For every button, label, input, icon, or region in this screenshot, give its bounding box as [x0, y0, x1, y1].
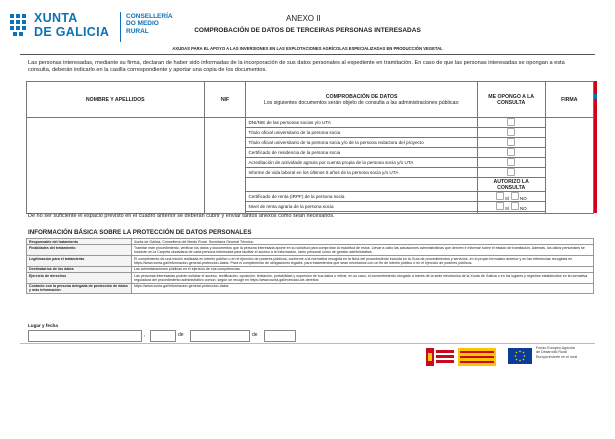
oppose-checkbox[interactable] — [507, 128, 515, 136]
eu-flag-icon — [508, 348, 532, 364]
oppose-checkbox[interactable] — [507, 158, 515, 166]
doc-item: Certificado de renta (IRPF) de la persona socia — [246, 192, 477, 202]
xunta-logo — [8, 8, 178, 44]
gobierno-espana-logo — [426, 348, 496, 366]
xunta-crest-icon — [8, 10, 34, 42]
oppose-checkbox[interactable] — [507, 138, 515, 146]
note-text: De no ser suficiente el espacio previsto en el cuadro anterior se deberán cubrir y enviar tantos anexos como sean necesarios. — [28, 213, 335, 219]
eu-stars-icon — [508, 348, 532, 364]
form-side-bar — [594, 81, 597, 213]
si-no-choice: SÍ NO — [477, 202, 545, 212]
col-docs-header: COMPROBACIÓN DE DATOS Los siguientes documentos serán objeto de consulta a las administraciones públicas: — [246, 82, 477, 118]
doc-item: Acreditación de actividade agraria por cuenta propia de la persona socia y/o UTA — [246, 158, 477, 168]
col-nif-header: NIF — [204, 82, 246, 118]
col-sign-header: FIRMA — [545, 82, 593, 118]
logo-text-line1: XUNTA — [34, 11, 78, 25]
intro-paragraph: Las personas interesadas, mediante su firma, declaran de haber sido informadas de la incorporación de sus datos personales al expediente en tramitación. En caso de que las personas interesadas se opongan a esta consulta, deberán indicarlo en la casilla correspondiente y aportar una copia de los documentos. — [28, 60, 565, 73]
conselleria-label: CONSELLERÍA DO MEDIO RURAL — [126, 13, 173, 35]
oppose-checkbox[interactable] — [507, 118, 515, 126]
document-title: COMPROBACIÓN DE DATOS DE TERCEIRAS PERSONAS INTERESADAS — [194, 27, 421, 34]
table-row: Legitimación para el tratamiento El cumplimiento de una misión realizada en interés público o en el ejercicio de poderes públicos, conforme a la normativa recogida en la ficha del procedimiento incluida en la Guía de procedimientos y servicios, en el propio formulario anterior y en las referencias recogidas en https://www.xunta.gal/informacion-general-proteccion-datos. Para el cumplimiento de obligaciones legales, para tratamientos que sean necesarios con un fin de interés público o en el ejercicio de poderes públicos. — [27, 255, 594, 266]
table-row: Responsable del tratamiento Xunta de Galicia. Consellería del Medio Rural. Secretaría General Técnica. — [27, 239, 594, 245]
table-row: Contacto con la persona delegada de protección de datos y más información https://www.xunta.gal/informacion-general-proteccion-datos — [27, 283, 594, 294]
info-title: INFORMACIÓN BÁSICA SOBRE LA PROTECCIÓN DE DATOS PERSONALES — [28, 229, 252, 236]
feader-caption: Fondo Europeo Agrícola de Desarrollo Rural Europa invierte en el rural — [536, 346, 578, 359]
form-side-marker — [594, 94, 597, 99]
place-date-label: Lugar y fecha — [28, 323, 58, 328]
col-oppose-header: ME OPONGO A LA CONSULTA — [477, 82, 545, 118]
data-protection-table — [26, 238, 594, 294]
divider — [20, 54, 595, 55]
year-field[interactable] — [264, 330, 296, 342]
si-radio[interactable] — [496, 192, 504, 200]
anexo-label: ANEXO II — [286, 14, 321, 23]
doc-item: Certificado de residencia de la persona socia — [246, 148, 477, 158]
doc-item: Informe de vida laboral en los últimos 5 años de la persona socia y/o UTA — [246, 168, 477, 178]
doc-item: Título oficial universitario de la persona socia — [246, 128, 477, 138]
nif-cell[interactable] — [204, 118, 246, 214]
logo-text-line2: DE GALICIA — [34, 25, 110, 39]
persons-table — [26, 81, 594, 214]
table-row: Finalidades del tratamiento Tramitar este procedimiento, verificar los datos y documentos que la persona interesada aporte en su solicitud para comprobar la exactitud de estos. Llevar a cabo las actuaciones administrativas que deriven e informar sobre el estado de tramitación. Además, los datos personales se incluirán en la Carpeta ciudadana de cada persona interesada para facilitar el acceso a la información, tanto personal como de gestión administrativa. — [27, 245, 594, 256]
signature-cell[interactable] — [545, 118, 593, 214]
month-field[interactable] — [190, 330, 250, 342]
document-subtitle: AXUDAS PARA EL APOYO A LAS INVERSIONES EN LAS EXPLOTACIONES AGRÍCOLAS ESPECIALIZADAS EN PRODUCCIÓN VEGETAL — [172, 46, 443, 51]
no-radio[interactable] — [511, 202, 519, 210]
si-radio[interactable] — [496, 202, 504, 210]
place-field[interactable] — [28, 330, 142, 342]
si-no-choice: SÍ NO — [477, 192, 545, 202]
doc-item: Título oficial universitario de la persona socia y/o de la persona redactora del proyecto — [246, 138, 477, 148]
table-row: Destinatarios de los datos Las administraciones públicas en el ejercicio de sus competencias. — [27, 266, 594, 272]
oppose-checkbox[interactable] — [507, 148, 515, 156]
col-name-header: NOMBRE Y APELLIDOS — [27, 82, 205, 118]
footer-divider — [20, 343, 595, 344]
doc-item: Nivel de renta agraria de la persona socia — [246, 202, 477, 212]
table-row: Ejercicio de derechos Las personas interesadas podrán solicitar el acceso, rectificación, oposición, limitación, portabilidad y supresión de sus datos o retirar, en su caso, el consentimiento otorgado a través de la sede electrónica de la Xunta de Galicia o en los lugares y registros establecidos en la normativa reguladora del procedimiento administrativo común, según se recoge en https://www.xunta.gal/exercicio-de-dereitos — [27, 272, 594, 283]
doc-item: DNI/NIE de las personas socias y/o UTA — [246, 118, 477, 128]
name-cell[interactable] — [27, 118, 205, 214]
authorize-header: AUTORIZO LA CONSULTA — [477, 178, 545, 192]
no-radio[interactable] — [511, 192, 519, 200]
day-field[interactable] — [150, 330, 176, 342]
oppose-checkbox[interactable] — [507, 168, 515, 176]
